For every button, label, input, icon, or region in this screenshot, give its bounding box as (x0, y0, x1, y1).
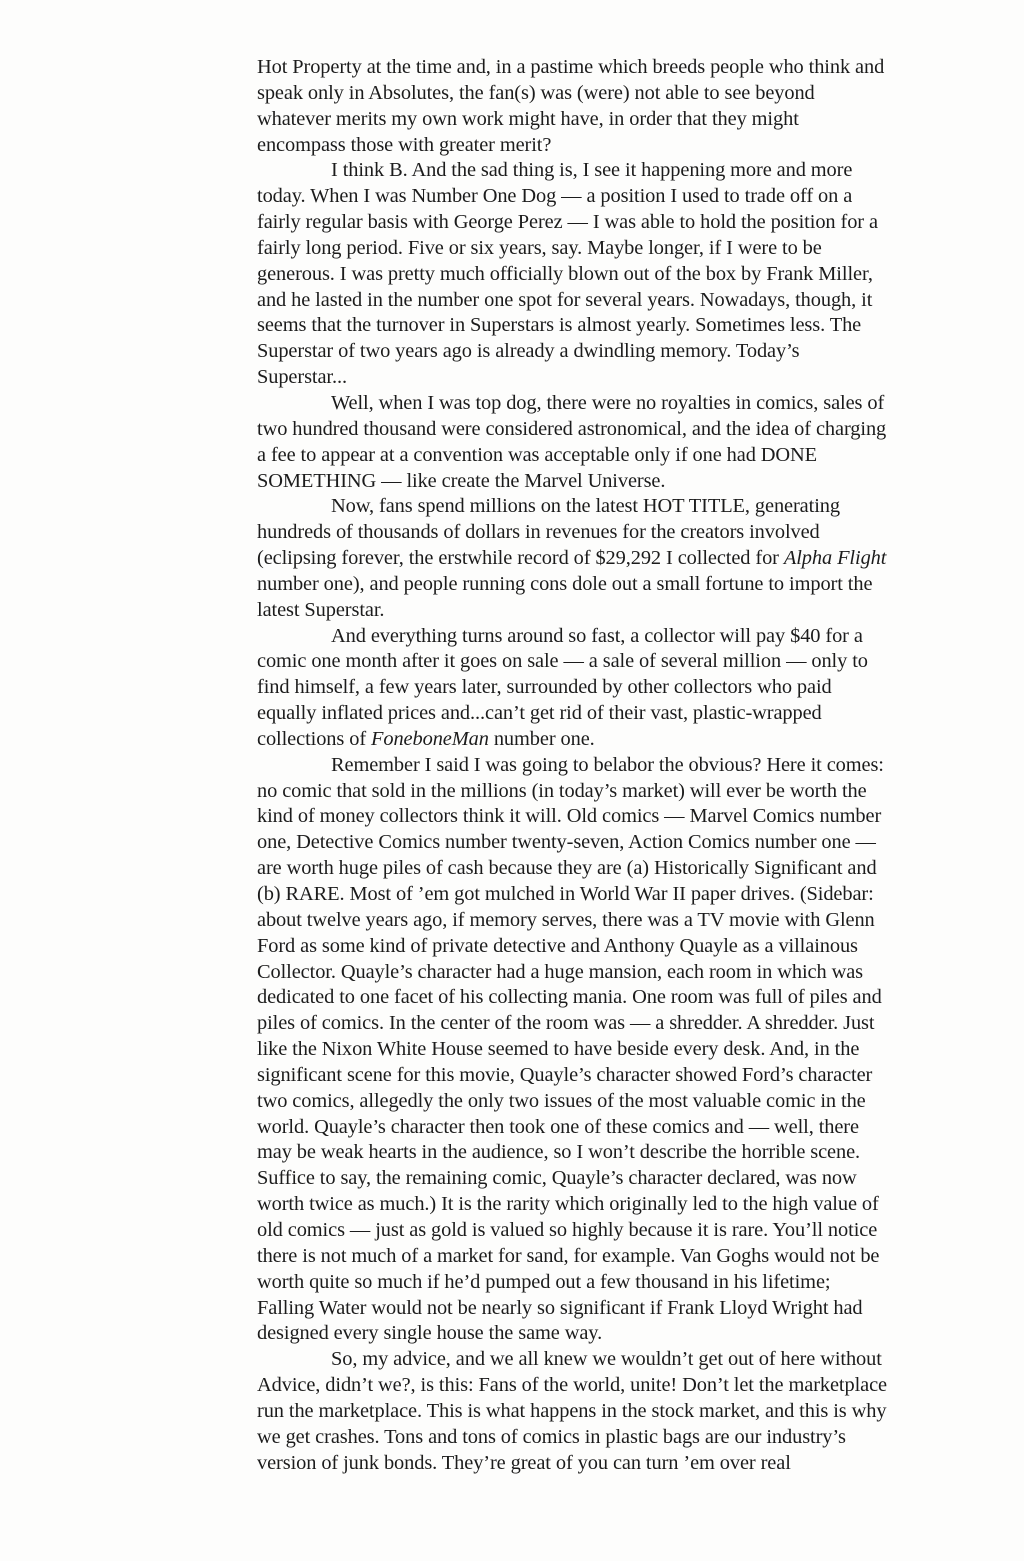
paragraph (257, 55, 892, 158)
title-alpha-flight: Alpha Flight (783, 547, 887, 570)
paragraph-text: Hot Property at the time and, in a pastime which breeds people who think and speak only in Absolutes, the fan(s) was (were) not able to see beyond whatever merits my own work might have, in order that they might encompass those with greater merit? (257, 56, 885, 156)
paragraph-text: So, my advice, and we all knew we wouldn’t get out of here without Advice, didn’t we?, is this: Fans of the world, unite! Don’t let the marketplace run the marketplace. This is what happens in the stock market, and this is why we get crashes. Tons and tons of comics in plastic bags are our industry’s version of junk bonds. They’re great of you can turn ’em over real (257, 1348, 888, 1474)
paragraph (257, 391, 892, 494)
paragraph (257, 158, 892, 391)
paragraph-text: Now, fans spend millions on the latest HOT TITLE, generating hundreds of thousands of dollars in revenues for the creators involved (eclipsing forever, the erstwhile record of $29,292 I collected for (257, 495, 840, 570)
paragraph-text: And everything turns around so fast, a collector will pay $40 for a comic one month after it goes on sale — a sale of several million — only to find himself, a few years later, surrounded by other collectors who paid equally inflated prices and...can’t get rid of their vast, plastic-wrapped collections of (257, 624, 868, 750)
paragraph (257, 1347, 892, 1476)
paragraph-text: number one. (488, 727, 595, 750)
title-fonebone-man: FoneboneMan (371, 727, 489, 750)
body-text (257, 55, 892, 1476)
paragraph (257, 494, 892, 623)
paragraph (257, 624, 892, 753)
paragraph-text: Remember I said I was going to belabor the obvious? Here it comes: no comic that sold in the millions (in today’s market) will ever be worth the kind of money collectors think it will. Old comics — Marvel Comics number one, Detective Comics number twenty-seven, Action Comics number one — are worth huge piles of cash because they are (a) Historically Significant and (b) RARE. Most of ’em got mulched in World War II paper drives. (Sidebar: about twelve years ago, if memory serves, there was a TV movie with Glenn Ford as some kind of private detective and Anthony Quayle as a villainous Collector. Quayle’s character had a huge mansion, each room in which was dedicated to one facet of his collecting mania. One room was full of piles and piles of comics. In the center of the room was — a shredder. A shredder. Just like the Nixon White House seemed to have beside every desk. And, in the significant scene for this movie, Quayle’s character showed Ford’s character two comics, allegedly the only two issues of the most valuable comic in the world. Quayle’s character then took one of these comics and — well, there may be weak hearts in the audience, so I won’t describe the horrible scene. Suffice to say, the remaining comic, Quayle’s character declared, was now worth twice as much.) It is the rarity which originally led to the high value of old comics — just as gold is valued so highly because it is rare. You’ll notice there is not much of a market for sand, for example. Van Goghs would not be worth quite so much if he’d pumped out a few thousand in his lifetime; Falling Water would not be nearly so significant if Frank Lloyd Wright had designed every single house the same way. (257, 753, 884, 1345)
paragraph-text: number one), and people running cons dole out a small fortune to import the latest Superstar. (257, 572, 873, 621)
paragraph-text: Well, when I was top dog, there were no royalties in comics, sales of two hundred thousand were considered astronomical, and the idea of charging a fee to appear at a convention was acceptable only if one had DONE SOMETHING — like create the Marvel Universe. (257, 391, 887, 492)
paragraph (257, 753, 892, 1347)
paragraph-text: I think B. And the sad thing is, I see it happening more and more today. When I was Number One Dog — a position I used to trade off on a fairly regular basis with George Perez — I was able to hold the position for a fairly long period. Five or six years, say. Maybe longer, if I were to be generous. I was pretty much officially blown out of the box by Frank Miller, and he lasted in the number one spot for several years. Nowadays, though, it seems that the turnover in Superstars is almost yearly. Sometimes less. The Superstar of two years ago is already a dwindling memory. Today’s Superstar... (257, 159, 878, 389)
